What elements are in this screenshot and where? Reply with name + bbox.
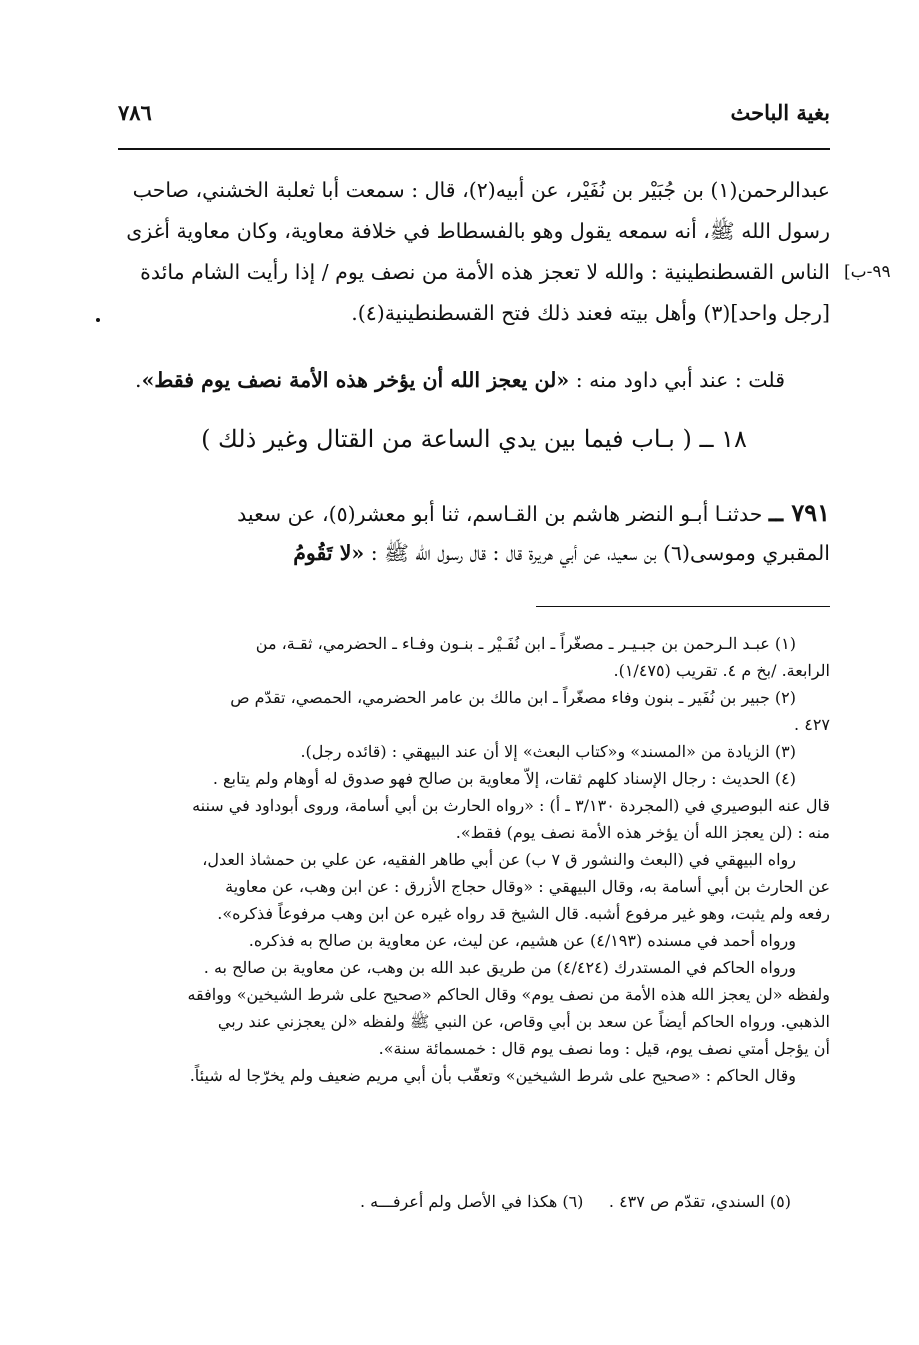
footnote-5: (٥) السندي، تقدّم ص ٤٣٧ . xyxy=(608,1192,791,1211)
footnotes xyxy=(118,630,830,1089)
chapter-heading: ١٨ ــ ( بـاب فيما بين يدي الساعة من القتال وغير ذلك ) xyxy=(201,425,747,453)
footnote-line: الرابعة. /بخ م ٤. تقريب (١/٤٧٥). xyxy=(613,661,830,680)
header-rule xyxy=(118,148,830,150)
footnote-6: (٦) هكذا في الأصل ولم أعرفـــه . xyxy=(360,1192,584,1211)
page-number: ٧٨٦ xyxy=(118,100,152,125)
main-line: الناس القسطنطينية : والله لا تعجز هذه الأمة من نصف يوم / إذا رأيت الشام مائدة xyxy=(140,260,830,284)
footnote-line: (٣) الزيادة من «المسند» و«كتاب البعث» إلا أن عند البيهقي : (قائده رجل). xyxy=(300,742,796,761)
author-note xyxy=(135,368,785,392)
running-title: بغية الباحث xyxy=(730,100,830,125)
manuscript-folio-note: ٩٩-ب] xyxy=(844,262,891,282)
footnote-line: منه : (لن يعجز الله أن يؤخر هذه الأمة نصف يوم) فقط». xyxy=(455,823,830,842)
hadith-text: حدثنـا أبـو النضر هاشم بن القـاسم، ثنا أبو معشر(٥)، عن سعيد xyxy=(237,502,769,526)
footnote-line: (٢) جبير بن نُفَير ـ بنون وفاء مصغّراً ـ ابن مالك بن عامر الحضرمي، الحمصي، تقدّم ص xyxy=(230,688,796,707)
footnote-line: عن الحارث بن أبي أسامة به، وقال البيهقي : «وقال حجاج الأزرق : عن ابن وهب، عن معاوية xyxy=(225,877,830,896)
footnote-rule xyxy=(536,606,830,607)
footnote-line: (٤) الحديث : رجال الإسناد كلهم ثقات، إلاّ معاوية بن صالح فهو صدوق له أوهام ولم يتابع . xyxy=(212,769,796,788)
main-line: عبدالرحمن(١) بن جُبَيْر بن نُفَيْر، عن أبيه(٢)، قال : سمعت أبا ثعلبة الخشني، صاحب xyxy=(132,178,830,202)
note-suffix: . xyxy=(135,368,142,392)
main-line: [رجل واحد](٣) وأهل بيته فعند ذلك فتح القسطنطينية(٤). xyxy=(351,301,830,325)
footnote-line: وقال الحاكم : «صحيح على شرط الشيخين» وتعقّب بأن أبي مريم ضعيف ولم يخرّجا له شيئاً. xyxy=(189,1066,796,1085)
footnote-line: ٤٢٧ . xyxy=(794,715,830,734)
hadith-number: ٧٩١ ــ xyxy=(768,498,830,527)
footnote-line: (١) عبـد الـرحمن بن جبـيـر ـ مصغّراً ـ ابن نُفَـيْر ـ بنـون وفـاء ـ الحضرمي، ثقـة، من xyxy=(255,634,796,653)
note-prefix: قلت : عند أبي داود منه : xyxy=(569,368,785,392)
footnote-line: قال عنه البوصيري في (المجردة ٣/١٣٠ ـ أ) : «رواه الحارث بن أبي أسامة، وروى أبوداود في سننه xyxy=(192,796,830,815)
hadith-line xyxy=(118,492,830,533)
hadith-text: المقبري وموسى(٦) بن سعيد، عن أبي هريرة قال : قال رسول الله ﷺ : xyxy=(364,541,830,565)
main-text xyxy=(118,170,830,334)
stray-mark xyxy=(96,318,100,322)
main-line: رسول الله ﷺ، أنه سمعه يقول وهو بالفسطاط في خلافة معاوية، وكان معاوية أغزى xyxy=(126,219,830,243)
note-quote: «لن يعجز الله أن يؤخر هذه الأمة نصف يوم فقط» xyxy=(141,368,570,392)
footnote-line: رفعه ولم يثبت، وهو غير مرفوع أشبه. قال الشيخ قد رواه غيره عن ابن وهب مرفوعاً فذكره». xyxy=(217,904,830,923)
footnote-line: الذهبي. ورواه الحاكم أيضاً عن سعد بن أبي وقاص، عن النبي ﷺ ولفظه «لن يعجزني عند ربي xyxy=(217,1012,830,1031)
hadith-791 xyxy=(118,492,830,574)
footnote-line: ولفظه «لن يعجز الله هذه الأمة من نصف يوم» وقال الحاكم «صحيح على شرط الشيخين» ووافقه xyxy=(187,985,830,1004)
hadith-matn-start: «لا تَقُومُ xyxy=(293,541,365,565)
footnote-line: رواه البيهقي في (البعث والنشور ق ٧ ب) عن أبي طاهر الفقيه، عن علي بن حمشاذ العدل، xyxy=(202,850,796,869)
page-header xyxy=(118,100,830,136)
footnote-line: ورواه أحمد في مسنده (٤/١٩٣) عن هشيم، عن ليث، عن معاوية بن صالح به فذكره. xyxy=(248,931,796,950)
footnote-line: ورواه الحاكم في المستدرك (٤/٤٢٤) من طريق عبد الله بن وهب، عن معاوية بن صالح به . xyxy=(203,958,796,977)
footnote-line: أن يؤجل أمتي نصف يوم، قيل : وما نصف يوم قال : خمسمائة سنة». xyxy=(378,1039,830,1058)
hadith-line xyxy=(118,533,830,574)
